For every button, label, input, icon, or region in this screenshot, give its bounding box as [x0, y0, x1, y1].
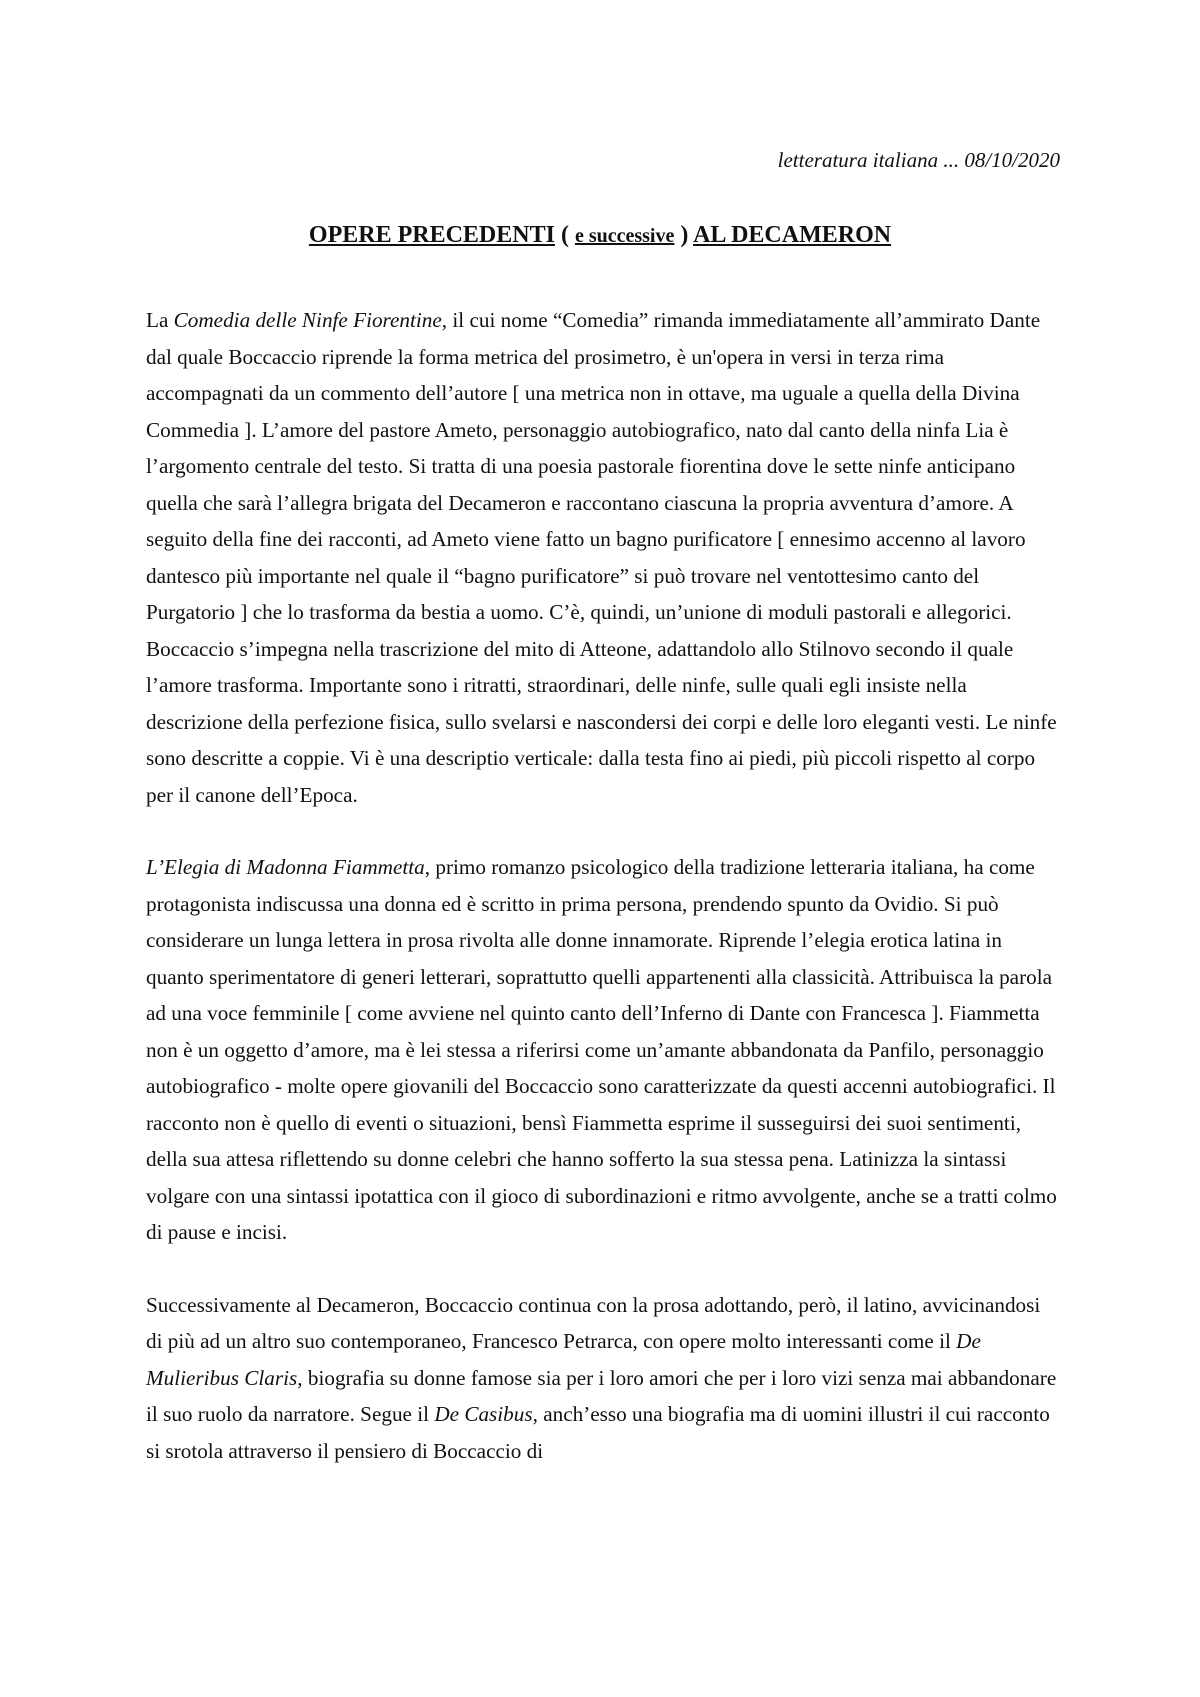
paragraph-text: , biografia su donne famose sia per i loro amori che per i loro vizi senza mai abbandonare il suo ruolo da narratore. Segue il	[146, 1365, 1057, 1426]
work-title-de-casibus: De Casibus	[434, 1402, 533, 1426]
title-part-1: OPERE PRECEDENTI	[308, 222, 555, 248]
header-course-date: letteratura italiana ... 08/10/2020	[777, 148, 1060, 172]
page-title	[0, 222, 1200, 249]
title-paren-close: )	[674, 222, 689, 248]
paragraph-opere-latine	[146, 1287, 1058, 1470]
paragraph-text: Successivamente al Decameron, Boccaccio continua con la prosa adottando, però, il latino, avvicinandosi di più ad un altro suo contemporaneo, Francesco Petrarca, con opere molto interessanti come il	[146, 1292, 1041, 1353]
title-part-2: e successive	[574, 225, 675, 247]
paragraph-comedia-ninfe	[146, 302, 1058, 813]
title-paren-open: (	[560, 222, 575, 248]
paragraph-elegia-fiammetta	[146, 849, 1058, 1251]
paragraph-lead: La	[146, 308, 174, 332]
paragraph-text: , anch’esso una biografia ma di uomini illustri il cui racconto si srotola attraverso il pensiero di Boccaccio di	[146, 1402, 1050, 1463]
work-title-de-mulieribus: De Mulieribus Claris	[146, 1329, 981, 1390]
work-title-elegia: L’Elegia di Madonna Fiammetta	[146, 855, 425, 879]
document-body	[146, 302, 1058, 1505]
title-part-3: AL DECAMERON	[693, 222, 892, 248]
work-title-comedia: Comedia delle Ninfe Fiorentine	[173, 308, 442, 332]
paragraph-text: , primo romanzo psicologico della tradizione letteraria italiana, ha come protagonista indiscussa una donna ed è scritto in prima persona, prendendo spunto da Ovidio. Si può considerare un lunga lettera in prosa rivolta alle donne innamorate. Riprende l’elegia erotica latina in quanto sperimentatore di generi letterari, soprattutto quelli appartenenti alla classicità. Attribuisca la parola ad una voce femminile [ come avviene nel quinto canto dell’Inferno di Dante con Francesca ]. Fiammetta non è un oggetto d’amore, ma è lei stessa a riferirsi come un’amante abbandonata da Panfilo, personaggio autobiografico - molte opere giovanili del Boccaccio sono caratterizzate da questi accenni autobiografici. Il racconto non è quello di eventi o situazioni, bensì Fiammetta esprime il susseguirsi dei suoi sentimenti, della sua attesa riflettendo su donne celebri che hanno sofferto la sua stessa pena. Latinizza la sintassi volgare con una sintassi ipotattica con il gioco di subordinazioni e ritmo avvolgente, anche se a tratti colmo di pause e incisi.	[146, 855, 1057, 1244]
paragraph-text: , il cui nome “Comedia” rimanda immediatamente all’ammirato Dante dal quale Boccaccio riprende la forma metrica del prosimetro, è un'opera in versi in terza rima accompagnati da un commento dell’autore [ una metrica non in ottave, ma uguale a quella della Divina Commedia ]. L’amore del pastore Ameto, personaggio autobiografico, nato dal canto della ninfa Lia è l’argomento centrale del testo. Si tratta di una poesia pastorale fiorentina dove le sette ninfe anticipano quella che sarà l’allegra brigata del Decameron e raccontano ciascuna la propria avventura d’amore. A seguito della fine dei racconti, ad Ameto viene fatto un bagno purificatore [ ennesimo accenno al lavoro dantesco più importante nel quale il “bagno purificatore” si può trovare nel ventottesimo canto del Purgatorio ] che lo trasforma da bestia a uomo. C’è, quindi, un’unione di moduli pastorali e allegorici. Boccaccio s’impegna nella trascrizione del mito di Atteone, adattandolo allo Stilnovo secondo il quale l’amore trasforma. Importante sono i ritratti, straordinari, delle ninfe, sulle quali egli insiste nella descrizione della perfezione fisica, sullo svelarsi e nascondersi dei corpi e delle loro eleganti vesti. Le ninfe sono descritte a coppie. Vi è una descriptio verticale: dalla testa fino ai piedi, più piccoli rispetto al corpo per il canone dell’Epoca.	[146, 308, 1057, 807]
